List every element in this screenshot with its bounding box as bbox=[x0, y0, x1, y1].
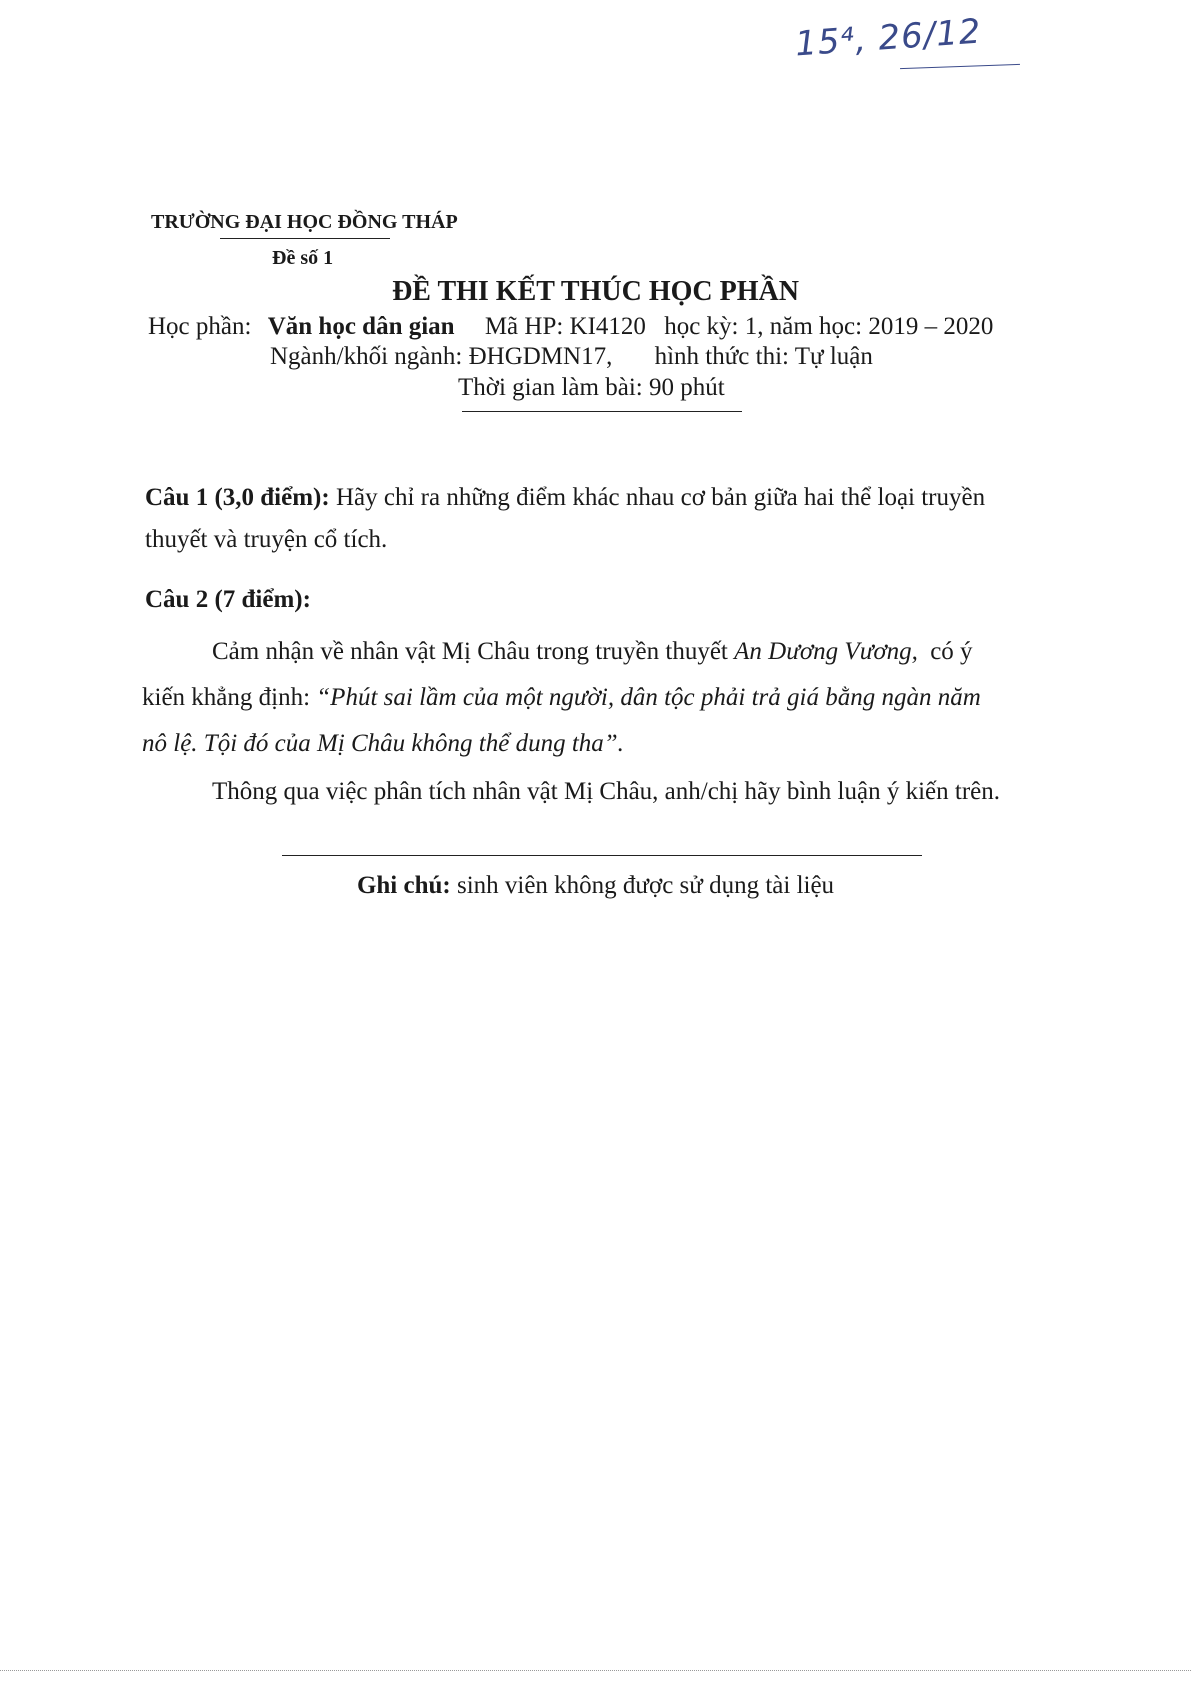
question-2-line-2 bbox=[142, 678, 981, 718]
question-2-task: Thông qua việc phân tích nhân vật Mị Châu, anh/chị hãy bình luận ý kiến trên. bbox=[212, 778, 1001, 805]
question-1-label: Câu 1 (3,0 điểm): bbox=[145, 484, 330, 511]
question-1-text: Hãy chỉ ra những điểm khác nhau cơ bản giữa hai thể loại truyền bbox=[329, 484, 986, 511]
school-name: TRƯỜNG ĐẠI HỌC ĐỒNG THÁP bbox=[151, 211, 458, 233]
course-major: Ngành/khối ngành: ĐHGDMN17, bbox=[270, 343, 613, 370]
course-name: Văn học dân gian bbox=[267, 313, 455, 340]
exam-number: Đề số 1 bbox=[272, 247, 334, 269]
handwritten-underline bbox=[900, 64, 1020, 69]
exam-note bbox=[0, 872, 1191, 900]
question-2-label: Câu 2 (7 điểm): bbox=[145, 586, 311, 613]
exam-title: ĐỀ THI KẾT THÚC HỌC PHẦN bbox=[392, 276, 799, 307]
course-code: Mã HP: KI4120 bbox=[484, 313, 646, 340]
question-1-line-2: thuyết và truyện cổ tích. bbox=[145, 526, 388, 553]
course-info-line-2 bbox=[270, 343, 873, 371]
note-label: Ghi chú: bbox=[356, 872, 451, 899]
school-underline bbox=[220, 238, 390, 239]
story-title: An Dương Vương, bbox=[734, 638, 918, 665]
info-underline bbox=[462, 411, 742, 412]
exam-form: hình thức thi: Tự luận bbox=[654, 343, 873, 370]
exam-duration: Thời gian làm bài: 90 phút bbox=[458, 374, 725, 401]
opinion-intro: kiến khẳng định: bbox=[142, 684, 317, 711]
question-2-text-end: có ý bbox=[923, 638, 973, 665]
note-separator bbox=[282, 855, 922, 856]
course-term: học kỳ: 1, năm học: 2019 – 2020 bbox=[664, 313, 994, 340]
handwritten-note: 15⁴, 26/12 bbox=[793, 11, 983, 65]
course-info-line-1 bbox=[148, 313, 993, 341]
question-1-line-1 bbox=[145, 478, 985, 518]
opinion-quote-part-1: “Phút sai lầm của một người, dân tộc phải trả giá bằng ngàn năm bbox=[316, 684, 981, 711]
question-2-line-1 bbox=[212, 632, 973, 672]
opinion-quote-part-2: nô lệ. Tội đó của Mị Châu không thể dung tha”. bbox=[142, 730, 624, 757]
question-2-text-start: Cảm nhận về nhân vật Mị Châu trong truyền thuyết bbox=[212, 638, 735, 665]
note-text: sinh viên không được sử dụng tài liệu bbox=[450, 872, 835, 899]
course-label: Học phần: bbox=[148, 313, 252, 340]
scan-edge-line bbox=[0, 1670, 1191, 1671]
